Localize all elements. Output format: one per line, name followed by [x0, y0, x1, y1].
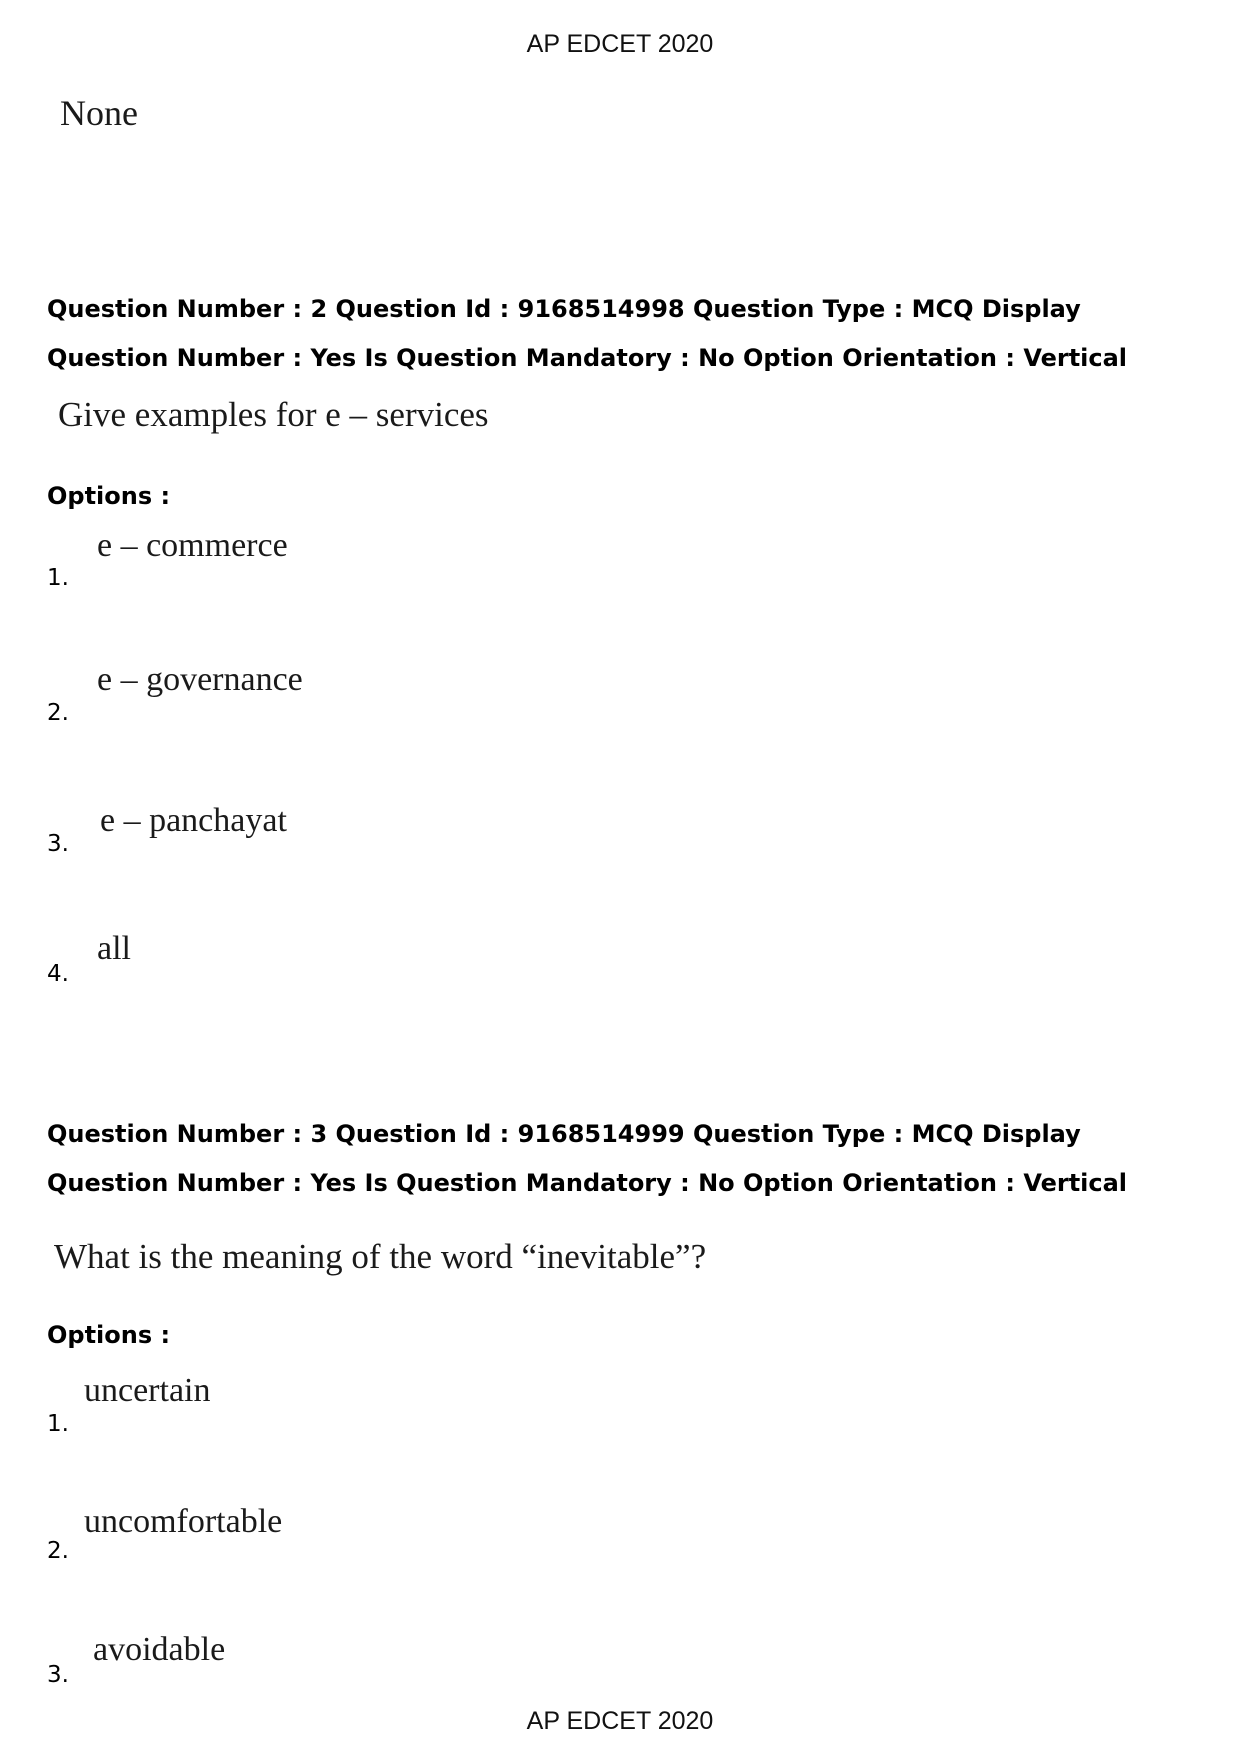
option-number: 1.	[47, 565, 69, 591]
options-label: Options :	[47, 1321, 171, 1349]
option-text: all	[97, 930, 131, 967]
option-number: 1.	[47, 1411, 69, 1437]
option-number: 4.	[47, 961, 69, 987]
option-text: e – governance	[97, 661, 303, 698]
question-meta: Question Number : 2 Question Id : 9168514998 Question Type : MCQ Display Question Number : Yes Is Question Mandatory : No Option Orientation : Vertical	[47, 295, 1128, 372]
option-number: 2.	[47, 1538, 69, 1564]
option-number: 3.	[47, 1662, 69, 1688]
option-text: uncomfortable	[84, 1503, 283, 1540]
option-text: e – panchayat	[100, 802, 287, 839]
page-footer: AP EDCET 2020	[526, 1707, 714, 1735]
option-number: 3.	[47, 831, 69, 857]
option-text: e – commerce	[97, 527, 288, 564]
option-text: avoidable	[93, 1631, 226, 1668]
option-number: 2.	[47, 700, 69, 726]
option-text: uncertain	[84, 1372, 211, 1409]
previous-answer-text: None	[60, 93, 138, 133]
question-meta: Question Number : 3 Question Id : 9168514999 Question Type : MCQ Display Question Number : Yes Is Question Mandatory : No Option Orientation : Vertical	[47, 1120, 1128, 1197]
options-label: Options :	[47, 482, 171, 510]
question-text: What is the meaning of the word “inevitable”?	[54, 1237, 707, 1276]
question-text: Give examples for e – services	[58, 395, 489, 434]
page-header: AP EDCET 2020	[526, 30, 714, 58]
